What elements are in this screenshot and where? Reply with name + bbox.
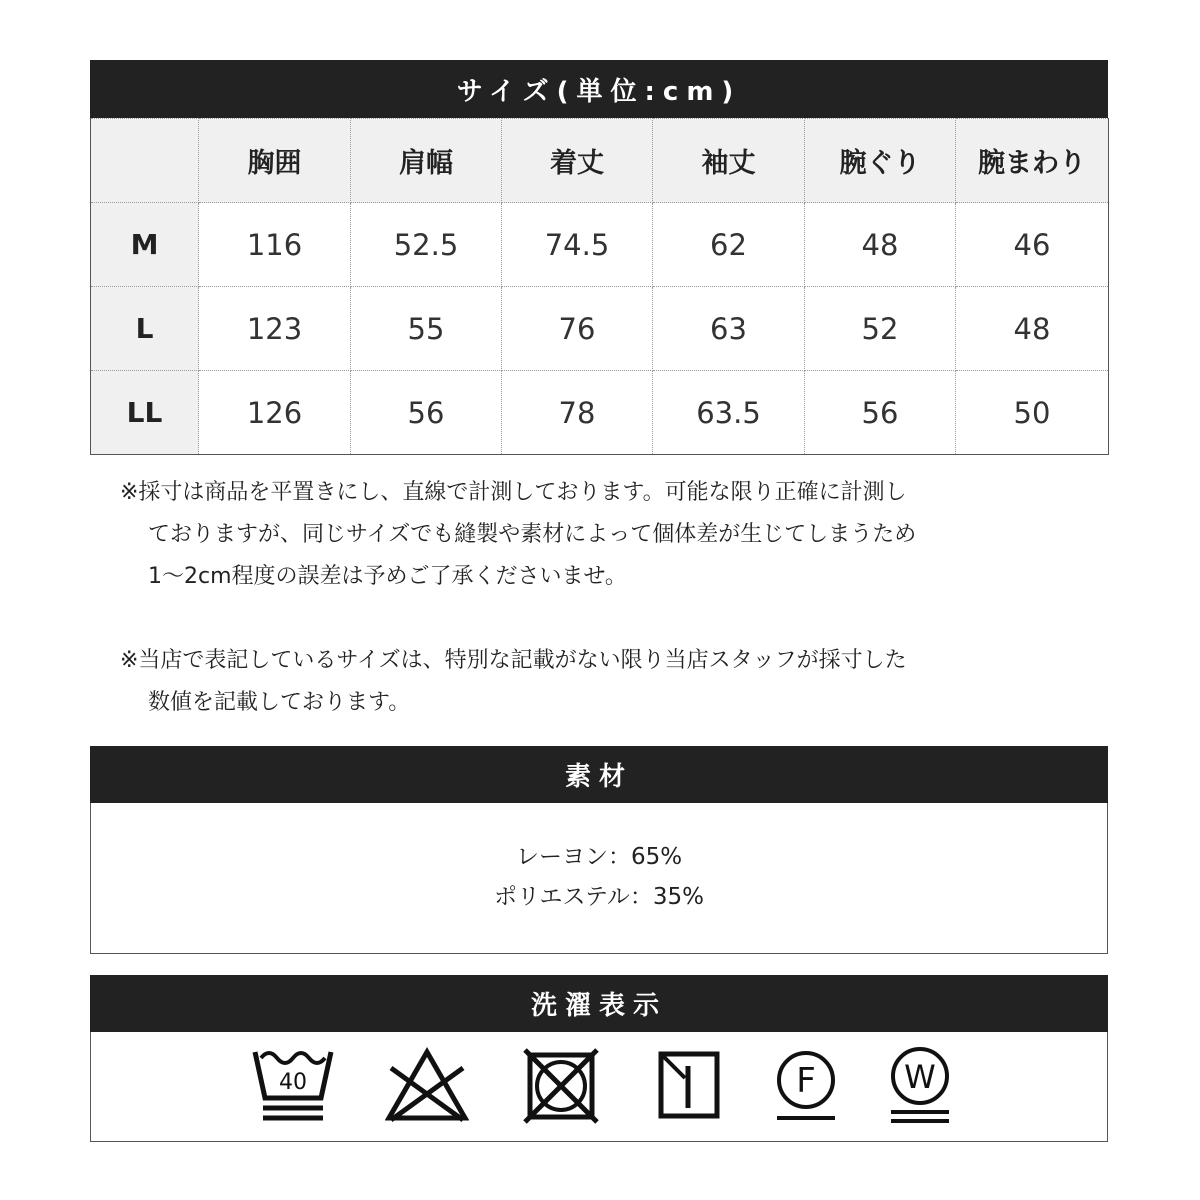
wet-clean-label: W xyxy=(904,1058,936,1096)
size-label: LL xyxy=(91,371,199,455)
table-cell: 78 xyxy=(502,371,653,455)
table-cell: 56 xyxy=(351,371,502,455)
size-note xyxy=(120,640,1100,724)
size-table xyxy=(90,118,1109,455)
table-row xyxy=(91,203,1109,287)
table-cell: 63.5 xyxy=(653,371,805,455)
note-line: 1～2cm程度の誤差は予めご了承くださいませ。 xyxy=(148,564,627,589)
material-panel xyxy=(90,803,1108,954)
table-cell: 50 xyxy=(956,371,1109,455)
size-label: L xyxy=(91,287,199,371)
size-label: M xyxy=(91,203,199,287)
table-cell: 123 xyxy=(199,287,351,371)
wet-clean-w-icon xyxy=(885,1046,955,1130)
note-line: ※採寸は商品を平置きにし、直線で計測しております。可能な限り正確に計測し xyxy=(120,480,907,505)
size-section-title: サイズ(単位:cm) xyxy=(90,60,1108,118)
note-line: ※当店で表記しているサイズは、特別な記載がない限り当店スタッフが採寸した xyxy=(120,648,907,673)
table-cell: 46 xyxy=(956,203,1109,287)
table-cell: 126 xyxy=(199,371,351,455)
column-header: 腕まわり xyxy=(956,119,1109,203)
line-dry-shade-icon xyxy=(655,1046,725,1126)
table-row xyxy=(91,287,1109,371)
material-line: ポリエステル：35% xyxy=(493,884,705,910)
table-cell: 62 xyxy=(653,203,805,287)
note-line: 数値を記載しております。 xyxy=(148,690,411,715)
table-cell: 55 xyxy=(351,287,502,371)
material-section-title: 素材 xyxy=(90,746,1108,803)
table-cell: 56 xyxy=(805,371,956,455)
care-section-title: 洗濯表示 xyxy=(90,975,1108,1032)
no-bleach-icon xyxy=(385,1046,469,1126)
column-header: 袖丈 xyxy=(653,119,805,203)
table-cell: 74.5 xyxy=(502,203,653,287)
table-cell: 48 xyxy=(956,287,1109,371)
table-cell: 52 xyxy=(805,287,956,371)
note-line: ておりますが、同じサイズでも縫製や素材によって個体差が生じてしまうため xyxy=(148,522,917,547)
table-cell: 63 xyxy=(653,287,805,371)
measurement-note xyxy=(120,472,1100,598)
wash-temperature-label: 40 xyxy=(279,1070,307,1095)
column-header: 着丈 xyxy=(502,119,653,203)
no-tumble-dry-icon xyxy=(521,1046,601,1126)
column-header: 腕ぐり xyxy=(805,119,956,203)
table-row xyxy=(91,371,1109,455)
column-header: 胸囲 xyxy=(199,119,351,203)
material-line: レーヨン：65% xyxy=(515,844,683,870)
table-header-row xyxy=(91,119,1109,203)
wash-40-gentle-icon xyxy=(251,1046,341,1126)
table-cell: 76 xyxy=(502,287,653,371)
table-cell: 48 xyxy=(805,203,956,287)
table-cell: 52.5 xyxy=(351,203,502,287)
care-panel xyxy=(90,1032,1108,1142)
column-header: 肩幅 xyxy=(351,119,502,203)
table-cell: 116 xyxy=(199,203,351,287)
dry-clean-f-icon xyxy=(771,1046,841,1126)
dry-clean-label: F xyxy=(796,1061,816,1101)
corner-cell xyxy=(91,119,199,203)
